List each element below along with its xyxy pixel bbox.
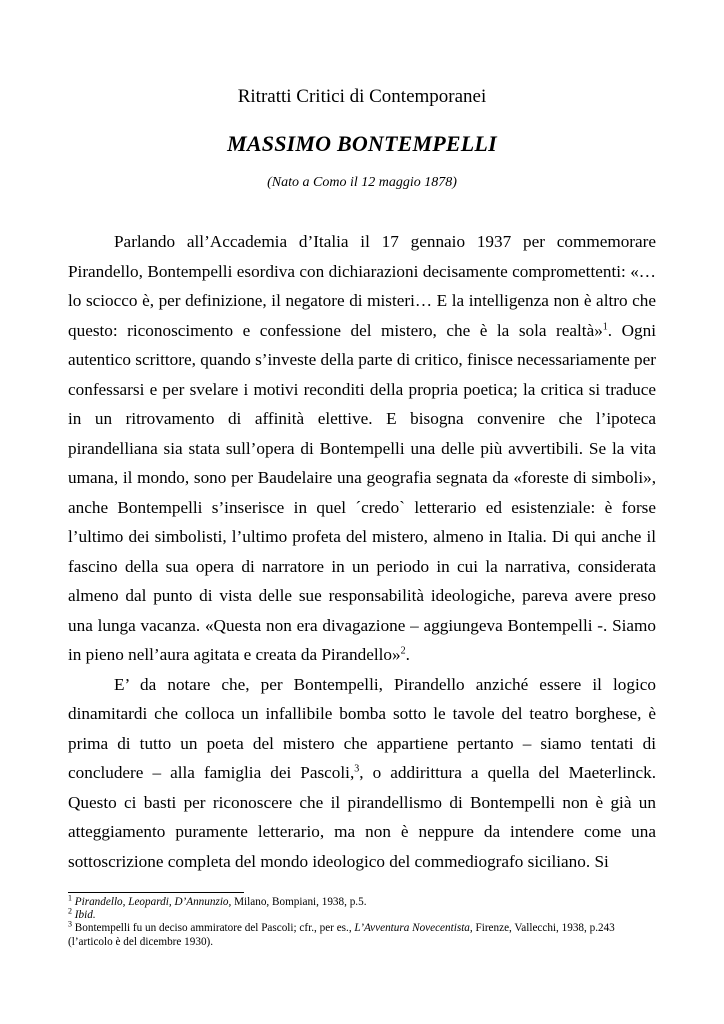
paragraph-1-text-b: . Ogni autentico scrittore, quando s’investe della parte di critico, finisce necessariamente per confessarsi e per svelare i motivi reconditi della propria poetica; la critica si traduce in un ritrovamento di affinità elettive. E bisogna convenire che l’ipoteca pirandelliana sia stata sull’opera di Bontempelli una delle più avvertibili. Se la vita umana, il mondo, sono per Baudelaire una geografia segnata da «foreste di simboli», anche Bontempelli s’inserisce in quel ´credo` letterario ed esistenziale: è forse l’ultimo dei simbolisti, l’ultimo profeta del mistero, almeno in Italia. Di qui anche il fascino della sua opera di narratore in un periodo in cui la narrativa, considerata almeno dal punto di vista delle sue responsabilità ideologiche, pareva avere preso una lunga vacanza. «Questa non era divagazione – aggiungeva Bontempelli -. Siamo in pieno nell’aura agitata e creata da Pirandello» (68, 320, 656, 664)
footnote-divider (68, 892, 244, 893)
footnote-title: L’Avventura Novecentista, (354, 922, 473, 935)
paragraph-1-text-a: Parlando all’Accademia d’Italia il 17 gennaio 1937 per commemorare Pirandello, Bontempelli esordiva con dichiarazioni decisamente compromettenti: «…lo sciocco è, per definizione, il negatore di misteri… E la intelligenza non è altro che questo: riconoscimento e confessione del mistero, che è la sola realtà» (68, 232, 656, 340)
footnote-number: 1 (68, 893, 72, 903)
series-heading: Ritratti Critici di Contemporanei (237, 86, 487, 107)
page-title: MASSIMO BONTEMPELLI (227, 131, 497, 156)
footnote-title: Pirandello, Leopardi, D’Annunzio, (74, 896, 232, 908)
footnote-ref-1: 1 (602, 320, 608, 332)
paragraph-1 (68, 227, 656, 670)
paragraph-2-text-a: E’ da notare che, per Bontempelli, Pirandello anziché essere il logico dinamitardi che colloca un infallibile bomba sotto le tavole del teatro borghese, è prima di tutto un poeta del mistero che appartiene pertanto – siamo tentati di concludere – alla famiglia dei Pascoli, (68, 674, 656, 782)
footnote-pretext: Bontempelli fu un deciso ammiratore del Pascoli; cfr., per es., (72, 922, 355, 935)
paragraph-2 (68, 670, 656, 877)
body-text (68, 227, 656, 876)
footnote-text: Milano, Bompiani, 1938, p.5. (231, 896, 367, 908)
footnote-number: 2 (68, 906, 72, 916)
footnote-ref-2: 2 (400, 645, 406, 657)
footnote-2 (68, 906, 656, 922)
paragraph-1-text-c: . (405, 645, 410, 664)
footnote-text: Firenze, Vallecchi, 1938, p.243 (l’articolo è del dicembre 1930). (68, 922, 615, 948)
footnote-1 (68, 893, 656, 909)
footnote-number: 3 (68, 919, 72, 929)
footnotes (68, 893, 656, 949)
footnote-ref-3: 3 (354, 763, 360, 775)
page-subtitle: (Nato a Como il 12 maggio 1878) (267, 175, 457, 190)
paragraph-2-text-b: , o addirittura a quella del Maeterlinck. Questo ci basti per riconoscere che il pirandellismo di Bontempelli non è già un atteggiamento puramente letterario, ma non è neppure da intendere come una sottoscrizione completa del mondo ideologico del commediografo siciliano. Si (68, 763, 656, 871)
footnote-3 (68, 919, 656, 948)
footnote-title: Ibid. (74, 909, 96, 922)
